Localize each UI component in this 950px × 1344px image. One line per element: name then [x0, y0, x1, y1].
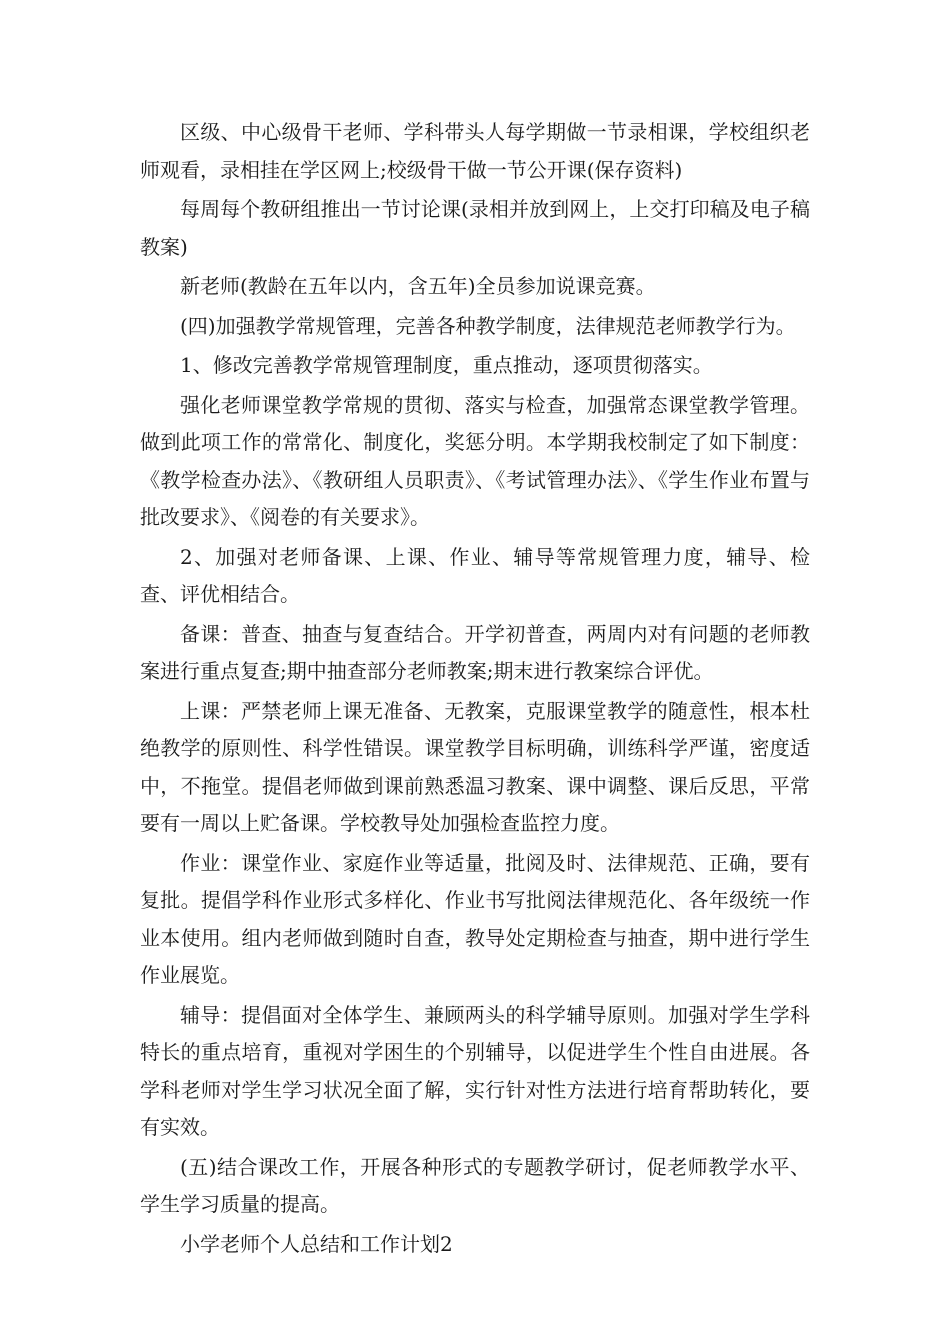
paragraph-next-title: 小学老师个人总结和工作计划2 [180, 1231, 453, 1256]
paragraph-section-five-heading: (五)结合课改工作，开展各种形式的专题教学研讨，促老师教学水平、学生学习质量的提高。 [140, 1154, 810, 1216]
paragraph-item-one: 1、修改完善教学常规管理制度，重点推动，逐项贯彻落实。 [180, 353, 713, 377]
paragraph-homework: 作业：课堂作业、家庭作业等适量，批阅及时、法律规范、正确，要有复批。提倡学科作业形式多样化、作业书写批阅法律规范化、各年级统一作业本使用。组内老师做到随时自查，教导处定期检查与抽查，期中进行学生作业展览。 [140, 850, 810, 987]
paragraph-lesson-prep: 备课：普查、抽查与复查结合。开学初普查，两周内对有问题的老师教案进行重点复查;期中抽查部分老师教案;期末进行教案综合评优。 [140, 621, 810, 683]
paragraph-routine-management: 强化老师课堂教学常规的贯彻、落实与检查，加强常态课堂教学管理。做到此项工作的常常化、制度化，奖惩分明。本学期我校制定了如下制度：《教学检查办法》、《教研组人员职责》、《考试管理办法》、《学生作业布置与批改要求》、《阅卷的有关要求》。 [140, 392, 810, 529]
paragraph-classes: 上课：严禁老师上课无准备、无教案，克服课堂教学的随意性，根本杜绝教学的原则性、科学性错误。课堂教学目标明确，训练科学严谨，密度适中，不拖堂。提倡老师做到课前熟悉温习教案、课中调整、课后反思，平常要有一周以上贮备课。学校教导处加强检查监控力度。 [140, 698, 810, 835]
paragraph-new-teachers: 新老师(教龄在五年以内，含五年)全员参加说课竞赛。 [180, 274, 656, 298]
paragraph-tutoring: 辅导：提倡面对全体学生、兼顾两头的科学辅导原则。加强对学生学科特长的重点培育，重视对学困生的个别辅导，以促进学生个性自由进展。各学科老师对学生学习状况全面了解，实行针对性方法进行培育帮助转化，要有实效。 [140, 1002, 810, 1139]
paragraph-item-two: 2、加强对老师备课、上课、作业、辅导等常规管理力度，辅导、检查、评优相结合。 [140, 544, 810, 606]
paragraph-video-lessons: 区级、中心级骨干老师、学科带头人每学期做一节录相课，学校组织老师观看，录相挂在学区网上;校级骨干做一节公开课(保存资料) [140, 120, 810, 182]
paragraph-weekly-discussion: 每周每个教研组推出一节讨论课(录相并放到网上，上交打印稿及电子稿教案) [140, 197, 810, 259]
paragraph-section-four-heading: (四)加强教学常规管理，完善各种教学制度，法律规范老师教学行为。 [180, 313, 796, 338]
